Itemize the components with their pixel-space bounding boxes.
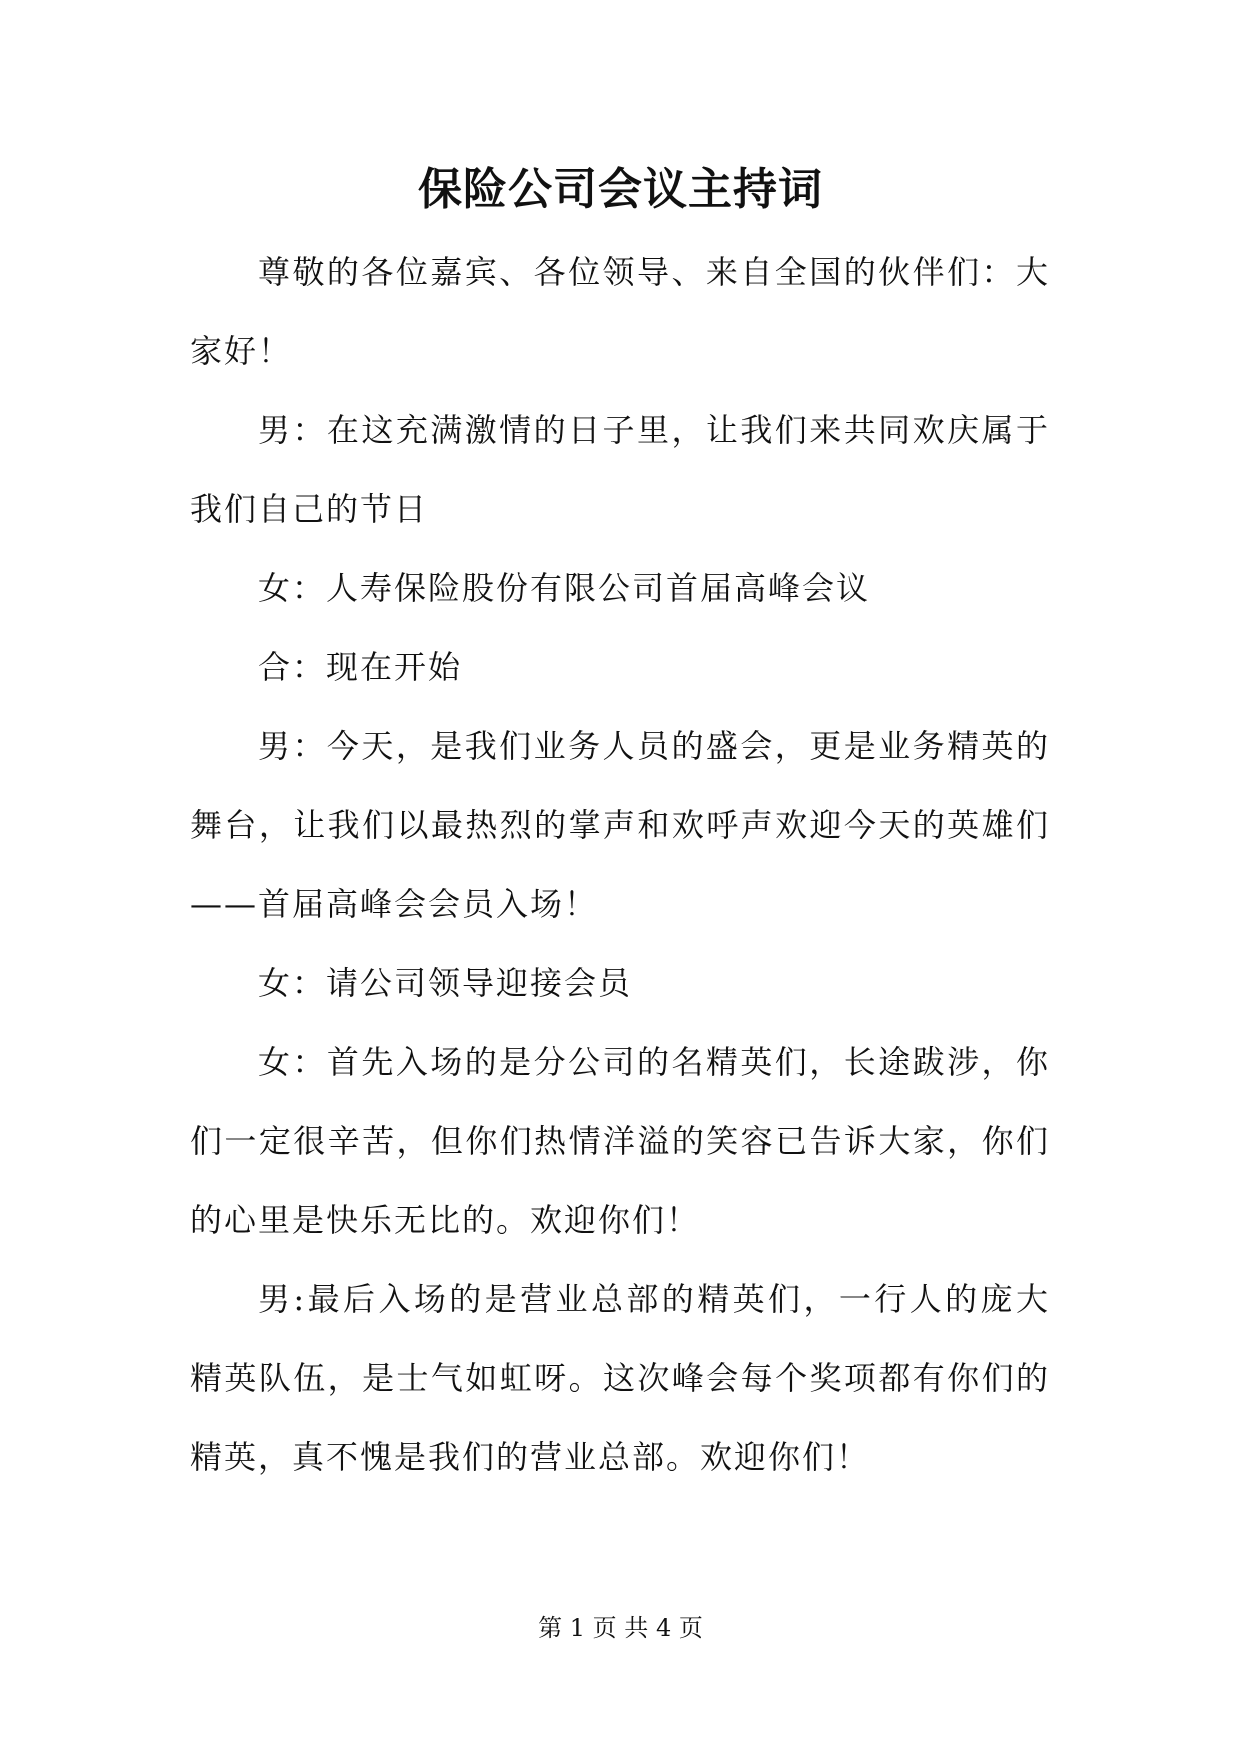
paragraph: 合：现在开始 xyxy=(258,648,463,686)
page-footer: 第 1 页 共 4 页 xyxy=(538,1614,703,1642)
paragraph: 女：人寿保险股份有限公司首届高峰会议 xyxy=(258,569,871,607)
paragraph: 男：今天，是我们业务人员的盛会，更是业务精英的舞台，让我们以最热烈的掌声和欢呼声欢迎今天的英雄们——首届高峰会会员入场！ xyxy=(190,727,1050,923)
paragraph: 女：首先入场的是分公司的名精英们，长途跋涉，你们一定很辛苦，但你们热情洋溢的笑容已告诉大家，你们的心里是快乐无比的。欢迎你们！ xyxy=(190,1043,1050,1239)
paragraph: 男：在这充满激情的日子里，让我们来共同欢庆属于我们自己的节日 xyxy=(190,411,1050,528)
document-body xyxy=(190,233,1050,1497)
paragraph: 男:最后入场的是营业总部的精英们，一行人的庞大精英队伍，是士气如虹呀。这次峰会每个奖项都有你们的精英，真不愧是我们的营业总部。欢迎你们！ xyxy=(190,1280,1050,1476)
document-title: 保险公司会议主持词 xyxy=(418,164,823,215)
paragraph: 女：请公司领导迎接会员 xyxy=(258,964,633,1002)
paragraph: 尊敬的各位嘉宾、各位领导、来自全国的伙伴们：大家好！ xyxy=(190,253,1050,370)
